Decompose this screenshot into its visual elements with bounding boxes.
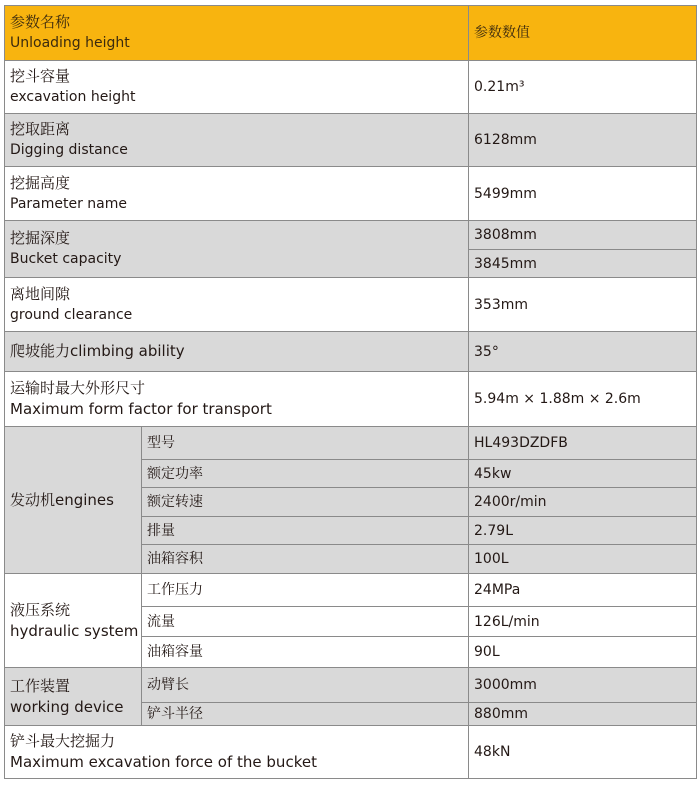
param-en: Digging distance	[10, 142, 128, 158]
param-en: Parameter name	[10, 195, 127, 212]
value-cell: 3000mm	[469, 668, 697, 703]
sub-param-cell: 油箱容积	[142, 545, 469, 574]
sub-param-cell: 额定转速	[142, 488, 469, 517]
sub-param-cell: 铲斗半径	[142, 703, 469, 726]
value-cell: 0.21m³	[469, 61, 697, 114]
value-cell: 90L	[469, 637, 697, 668]
param-label: 爬坡能力climbing ability	[10, 342, 185, 360]
group-en: working device	[10, 697, 124, 716]
param-en: Maximum form factor for transport	[10, 400, 272, 418]
value-cell: HL493DZDFB	[469, 427, 697, 460]
group-cell-working	[5, 668, 142, 726]
row-working-1	[5, 668, 697, 703]
value-cell: 45kw	[469, 460, 697, 488]
param-en: Bucket capacity	[10, 251, 122, 267]
header-param-cell	[5, 6, 469, 61]
row-max-force	[5, 726, 697, 779]
header-value-label: 参数数值	[474, 25, 531, 41]
param-zh: 挖掘高度	[10, 173, 71, 192]
param-zh: 挖取距离	[10, 120, 71, 138]
value-cell: 126L/min	[469, 607, 697, 637]
row-climbing	[5, 332, 697, 372]
param-zh: 挖掘深度	[10, 229, 71, 247]
param-cell	[5, 221, 469, 278]
row-hydraulic-1	[5, 574, 697, 607]
param-cell	[5, 61, 469, 114]
row-clearance	[5, 278, 697, 332]
group-zh: 液压系统	[10, 600, 71, 619]
header-row	[5, 6, 697, 61]
value-cell: 880mm	[469, 703, 697, 726]
value-cell: 3808mm	[469, 221, 697, 250]
sub-param-cell: 工作压力	[142, 574, 469, 607]
value-cell: 3845mm	[469, 250, 697, 278]
header-param-zh: 参数名称	[10, 13, 71, 31]
row-dig-height	[5, 167, 697, 221]
param-en: Maximum excavation force of the bucket	[10, 753, 317, 771]
param-cell	[5, 167, 469, 221]
param-en: ground clearance	[10, 306, 133, 323]
param-en: excavation height	[10, 89, 136, 105]
sub-param-cell: 流量	[142, 607, 469, 637]
row-dig-depth	[5, 221, 697, 250]
value-cell: 35°	[469, 332, 697, 372]
group-cell-hydraulic	[5, 574, 142, 668]
sub-param-cell: 型号	[142, 427, 469, 460]
header-param-en: Unloading height	[10, 35, 130, 51]
group-cell-engine	[5, 427, 142, 574]
sub-param-cell: 动臂长	[142, 668, 469, 703]
param-zh: 运输时最大外形尺寸	[10, 379, 146, 397]
param-zh: 离地间隙	[10, 284, 71, 303]
value-cell: 6128mm	[469, 114, 697, 167]
param-cell	[5, 278, 469, 332]
sub-param-cell: 额定功率	[142, 460, 469, 488]
sub-param-cell: 油箱容量	[142, 637, 469, 668]
value-cell: 353mm	[469, 278, 697, 332]
group-zh: 工作装置	[10, 676, 71, 695]
value-cell: 48kN	[469, 726, 697, 779]
sub-param-cell: 排量	[142, 517, 469, 545]
param-cell	[5, 114, 469, 167]
row-dig-distance	[5, 114, 697, 167]
param-zh: 铲斗最大挖掘力	[10, 732, 116, 750]
param-zh: 挖斗容量	[10, 67, 71, 85]
row-bucket	[5, 61, 697, 114]
value-cell: 2.79L	[469, 517, 697, 545]
param-cell	[5, 372, 469, 427]
spec-table	[4, 5, 697, 779]
param-cell	[5, 332, 469, 372]
row-engine-1	[5, 427, 697, 460]
row-transport	[5, 372, 697, 427]
group-label: 发动机engines	[10, 490, 114, 509]
value-cell: 100L	[469, 545, 697, 574]
header-value-cell	[469, 6, 697, 61]
value-cell: 24MPa	[469, 574, 697, 607]
value-cell: 5499mm	[469, 167, 697, 221]
value-cell: 2400r/min	[469, 488, 697, 517]
group-en: hydraulic system	[10, 621, 139, 640]
value-cell: 5.94m × 1.88m × 2.6m	[469, 372, 697, 427]
param-cell	[5, 726, 469, 779]
